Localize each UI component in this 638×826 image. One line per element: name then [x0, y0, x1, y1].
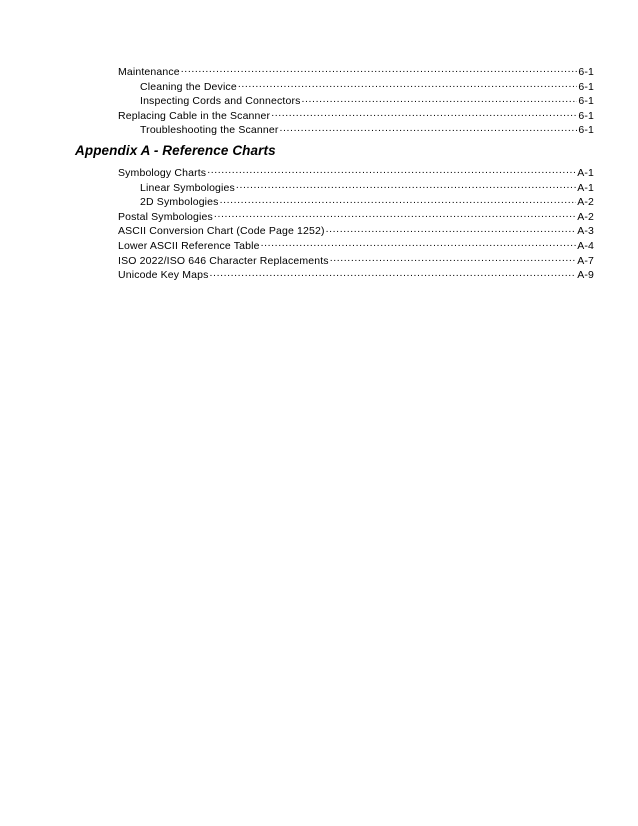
- toc-entry-page: A-4: [577, 239, 594, 252]
- toc-dot-leader: [302, 94, 578, 104]
- toc-section-maintenance: [118, 65, 594, 138]
- toc-entry-title: Lower ASCII Reference Table: [118, 239, 260, 252]
- toc-entry-title: Postal Symbologies: [118, 210, 213, 223]
- toc-entry-page: 6-1: [578, 109, 594, 122]
- toc-entry-title: ASCII Conversion Chart (Code Page 1252): [118, 225, 325, 238]
- toc-entry-title: Maintenance: [118, 66, 180, 78]
- toc-entry-title: Symbology Charts: [118, 167, 207, 179]
- toc-entry-page: A-1: [577, 181, 594, 194]
- toc-entry[interactable]: [118, 254, 594, 269]
- toc-dot-leader: [326, 224, 577, 234]
- toc-entry[interactable]: [118, 109, 594, 124]
- toc-entry-page: A-7: [577, 254, 594, 267]
- toc-entry-page: A-3: [577, 225, 594, 238]
- toc-dot-leader: [210, 268, 577, 278]
- toc-entry-page: 6-1: [578, 124, 594, 137]
- toc-entry-title: Unicode Key Maps: [118, 269, 209, 282]
- toc-dot-leader: [236, 181, 576, 191]
- toc-entry[interactable]: [118, 210, 594, 225]
- toc-entry-title: ISO 2022/ISO 646 Character Replacements: [118, 254, 329, 267]
- toc-dot-leader: [214, 210, 576, 220]
- toc-dot-leader: [181, 65, 578, 75]
- appendix-a-heading: Appendix A - Reference Charts: [75, 143, 276, 158]
- toc-entry[interactable]: [118, 80, 594, 95]
- toc-entry-title: 2D Symbologies: [140, 196, 219, 209]
- toc-entry-page: A-9: [577, 269, 594, 282]
- toc-entry-page: A-2: [577, 196, 594, 209]
- toc-dot-leader: [330, 254, 576, 264]
- toc-entry-page: 6-1: [578, 95, 594, 108]
- toc-dot-leader: [220, 195, 577, 205]
- toc-entry-title: Linear Symbologies: [140, 181, 235, 194]
- toc-entry-page: 6-1: [578, 80, 594, 93]
- toc-entry[interactable]: [118, 239, 594, 254]
- toc-entry[interactable]: [118, 166, 594, 181]
- toc-entry-title: Replacing Cable in the Scanner: [118, 109, 271, 122]
- toc-entry[interactable]: [118, 224, 594, 239]
- toc-entry[interactable]: [118, 181, 594, 196]
- toc-entry-title: Inspecting Cords and Connectors: [140, 95, 301, 108]
- toc-section-appendix-a: [118, 166, 594, 283]
- toc-entry[interactable]: [118, 123, 594, 138]
- toc-dot-leader: [238, 80, 578, 90]
- toc-entry[interactable]: [118, 268, 594, 283]
- toc-dot-leader: [261, 239, 577, 249]
- toc-entry-page: A-1: [577, 167, 594, 179]
- toc-dot-leader: [271, 109, 577, 119]
- toc-entry[interactable]: [118, 195, 594, 210]
- toc-dot-leader: [280, 123, 578, 133]
- toc-entry[interactable]: [118, 65, 594, 80]
- toc-entry[interactable]: [118, 94, 594, 109]
- toc-dot-leader: [207, 166, 576, 176]
- toc-entry-page: A-2: [577, 210, 594, 223]
- toc-entry-title: Troubleshooting the Scanner: [140, 124, 279, 137]
- toc-entry-title: Cleaning the Device: [140, 80, 237, 93]
- toc-entry-page: 6-1: [578, 66, 594, 78]
